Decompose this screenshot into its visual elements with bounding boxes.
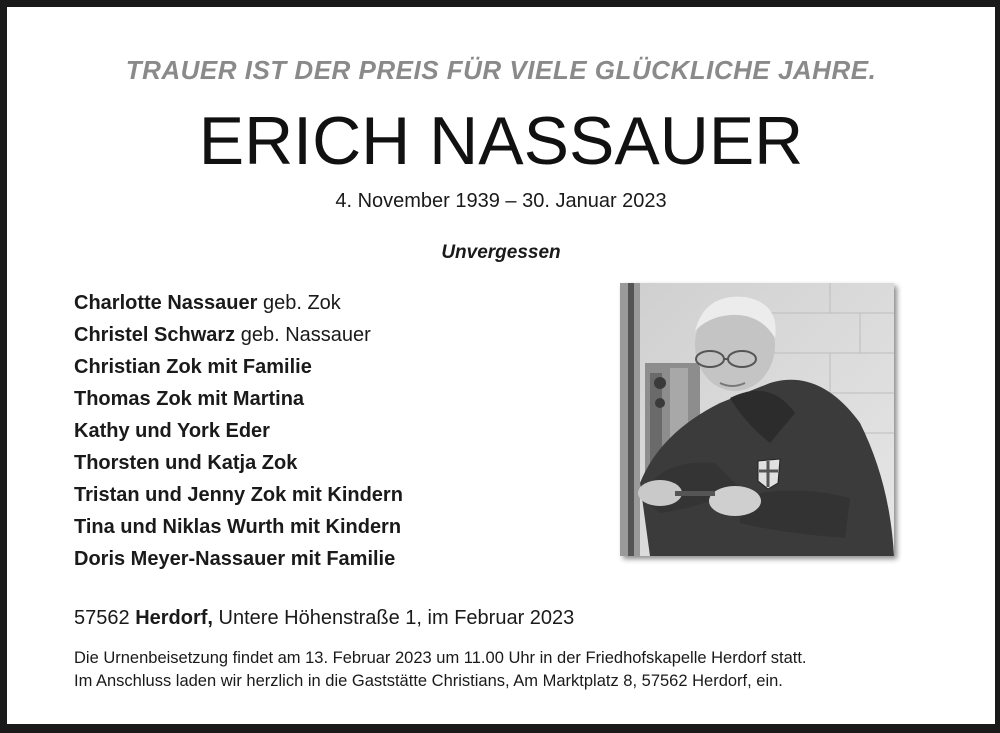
mourner-line: Doris Meyer-Nassauer mit Familie [74,548,396,570]
portrait-illustration [620,283,894,556]
deceased-name: ERICH NASSAUER [198,103,804,179]
remembrance-heading: Unvergessen [441,242,561,263]
mourner-line: Thomas Zok mit Martina [74,388,305,410]
mourner-line: Kathy und York Eder [74,420,270,442]
funeral-notice [74,647,954,693]
place-date-line: 57562 Herdorf, Untere Höhenstraße 1, im Februar 2023 [74,607,575,629]
mourners-list [74,287,403,575]
life-dates: 4. November 1939 – 30. Januar 2023 [335,190,667,212]
notice-line: Die Urnenbeisetzung findet am 13. Februar 2023 um 11.00 Uhr in der Friedhofskapelle Herdorf statt. [74,649,807,667]
mourner-line: Tina und Niklas Wurth mit Kindern [74,516,402,538]
mourner-line: Thorsten und Katja Zok [74,452,298,474]
motto: TRAUER IST DER PREIS FÜR VIELE GLÜCKLICHE JAHRE. [125,55,877,85]
mourner-line: Tristan und Jenny Zok mit Kindern [74,484,403,506]
portrait-photo [620,283,894,556]
mourner-line: Christel Schwarz geb. Nassauer [74,324,371,346]
mourner-line: Christian Zok mit Familie [74,356,312,378]
mourner-line: Charlotte Nassauer geb. Zok [74,292,341,314]
notice-line: Im Anschluss laden wir herzlich in die Gaststätte Christians, Am Marktplatz 8, 57562 Herdorf, ein. [74,672,783,690]
